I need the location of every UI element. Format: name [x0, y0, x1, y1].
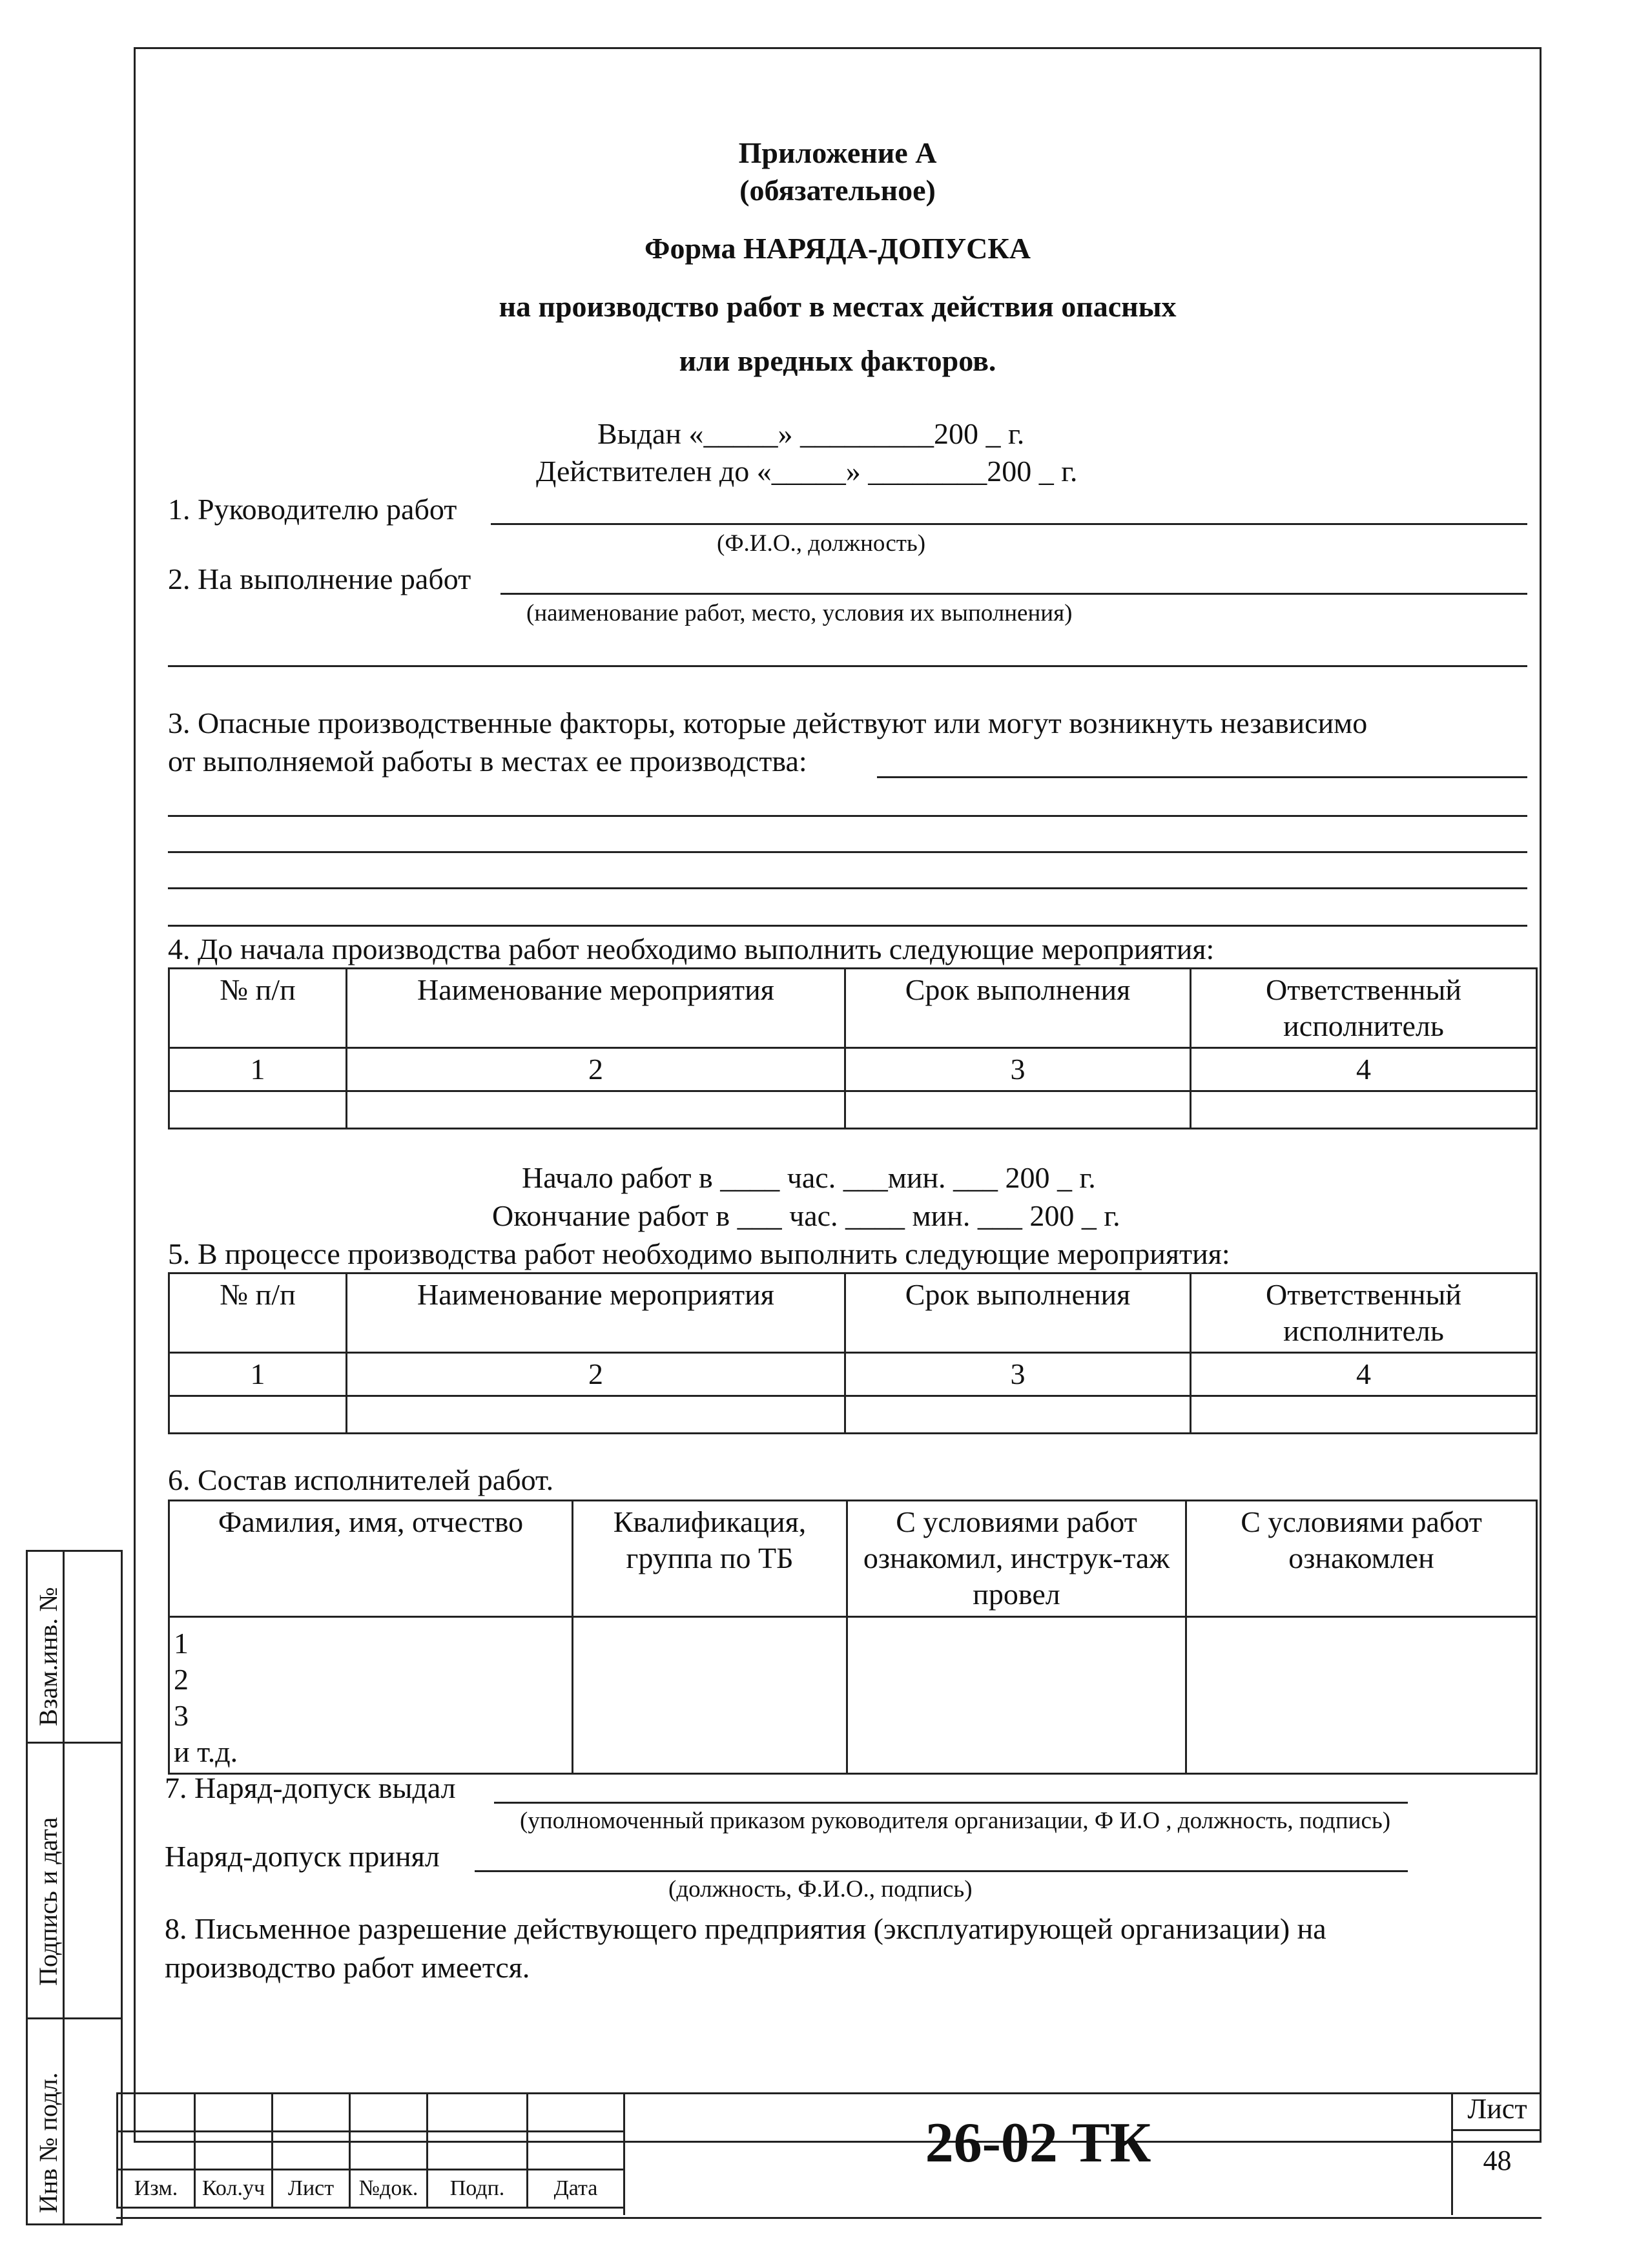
section3-blank-line-3 — [168, 887, 1527, 889]
section5-label: 5. В процессе производства работ необходимо выполнить следующие мероприятия: — [168, 1237, 1230, 1270]
column-number: 1 — [169, 1048, 347, 1091]
col-number-header: № п/п — [169, 969, 347, 1048]
column-number: 4 — [1191, 1353, 1537, 1396]
table-cell — [195, 2132, 273, 2170]
table-row — [169, 1353, 1537, 1396]
table-row — [169, 1048, 1537, 1091]
col-acknowledged-header: С условиями работ ознакомлен — [1186, 1501, 1537, 1617]
section7-issued-caption: (уполномоченный приказом руководителя организации, Ф И.О , должность, подпись) — [520, 1808, 1391, 1834]
section1-caption: (Ф.И.О., должность) — [717, 530, 926, 557]
work-start-time: Начало работ в ____ час. ___мин. ___ 200 _ г. — [522, 1161, 1096, 1194]
section3-field-line — [877, 776, 1527, 778]
section8-line1: 8. Письменное разрешение действующего предприятия (эксплуатирующей организации) на — [165, 1912, 1326, 1945]
col-briefed-by-header: С условиями работ ознакомил, инструк-таж провел — [847, 1501, 1186, 1617]
col-deadline-header: Срок выполнения — [845, 1273, 1191, 1353]
side-cell-orig-inv — [26, 2017, 65, 2225]
table-row — [169, 1396, 1537, 1434]
section3-blank-line-1 — [168, 815, 1527, 817]
side-cell-replace-inv — [26, 1550, 65, 1744]
row-number: 3 — [174, 1699, 189, 1732]
section1-field-line — [491, 523, 1527, 525]
table-header-row — [118, 2170, 624, 2208]
section2-label: 2. На выполнение работ — [168, 562, 471, 595]
column-number: 1 — [169, 1353, 347, 1396]
column-number: 3 — [845, 1048, 1191, 1091]
table-row — [169, 1091, 1537, 1129]
side-cell-blank — [63, 1550, 123, 1744]
table-row — [169, 1617, 1537, 1774]
table-row — [118, 2132, 624, 2170]
section7-issued-label: 7. Наряд-допуск выдал — [165, 1771, 456, 1804]
form-title: Форма НАРЯДА-ДОПУСКА — [645, 232, 1031, 265]
table-cell — [1191, 1091, 1537, 1129]
side-label-replace-inv: Взам.инв. № — [34, 1587, 63, 1726]
table-cell — [528, 2132, 624, 2170]
table-cell — [1191, 1396, 1537, 1434]
table-cell — [347, 1091, 845, 1129]
col-date-header: Дата — [528, 2170, 624, 2208]
form-subtitle-2: или вредных факторов. — [679, 344, 996, 377]
section5-table — [168, 1272, 1538, 1434]
table-row — [118, 2094, 624, 2132]
revision-table — [116, 2092, 625, 2209]
section6-table — [168, 1500, 1538, 1775]
section1-label: 1. Руководителю работ — [168, 493, 457, 526]
col-docnum-header: №док. — [350, 2170, 428, 2208]
table-cell — [845, 1091, 1191, 1129]
appendix-mandatory: (обязательное) — [739, 174, 936, 207]
section7-issued-line — [494, 1802, 1408, 1804]
form-subtitle-1: на производство работ в местах действия опасных — [499, 290, 1177, 323]
work-end-time: Окончание работ в ___ час. ____ мин. ___ 200 _ г. — [492, 1199, 1120, 1232]
column-number: 4 — [1191, 1048, 1537, 1091]
section2-caption: (наименование работ, место, условия их выполнения) — [526, 600, 1073, 626]
col-signature-header: Подп. — [428, 2170, 528, 2208]
section3-blank-line-4 — [168, 925, 1527, 927]
issued-date: Выдан «_____» _________200 _ г. — [597, 417, 1025, 450]
section2-field-line — [500, 593, 1527, 595]
row-number: 2 — [174, 1663, 189, 1696]
table-cell — [195, 2094, 273, 2132]
side-cell-blank — [63, 1742, 123, 2019]
table-cell — [169, 1091, 347, 1129]
section7-accepted-line — [475, 1870, 1408, 1872]
table-cell — [350, 2132, 428, 2170]
side-label-sign-date: Подпись и дата — [34, 1817, 63, 1986]
section3-blank-line-2 — [168, 851, 1527, 853]
table-cell — [350, 2094, 428, 2132]
section4-label: 4. До начала производства работ необходимо выполнить следующие мероприятия: — [168, 933, 1215, 965]
side-cell-sign-date — [26, 1742, 65, 2019]
col-responsible-header: Ответственный исполнитель — [1191, 1273, 1537, 1353]
section7-accepted-label: Наряд-допуск принял — [165, 1840, 440, 1873]
column-number: 3 — [845, 1353, 1191, 1396]
row-number: и т.д. — [174, 1735, 238, 1768]
row-numbers-cell — [169, 1617, 573, 1774]
col-measure-header: Наименование мероприятия — [347, 969, 845, 1048]
table-cell — [528, 2094, 624, 2132]
table-cell — [847, 1617, 1186, 1774]
table-cell — [573, 1617, 847, 1774]
table-cell — [845, 1396, 1191, 1434]
column-number: 2 — [347, 1048, 845, 1091]
sheet-label: Лист — [1453, 2092, 1542, 2131]
row-number: 1 — [174, 1627, 189, 1660]
column-number: 2 — [347, 1353, 845, 1396]
section7-accepted-caption: (должность, Ф.И.О., подпись) — [668, 1876, 973, 1902]
section6-label: 6. Состав исполнителей работ. — [168, 1463, 554, 1496]
col-change-header: Изм. — [118, 2170, 195, 2208]
col-measure-header: Наименование мероприятия — [347, 1273, 845, 1353]
section8-line2: производство работ имеется. — [165, 1951, 530, 1984]
section4-table — [168, 967, 1538, 1129]
section2-extra-line — [168, 665, 1527, 667]
document-code: 26-02 ТК — [925, 2112, 1151, 2174]
section3-line2: от выполняемой работы в местах ее производства: — [168, 745, 807, 778]
table-cell — [1186, 1617, 1537, 1774]
table-cell — [428, 2094, 528, 2132]
table-cell — [118, 2132, 195, 2170]
side-cell-blank — [63, 2017, 123, 2225]
valid-until-date: Действителен до «_____» ________200 _ г. — [536, 455, 1078, 488]
table-cell — [273, 2132, 350, 2170]
col-number-header: № п/п — [169, 1273, 347, 1353]
table-cell — [347, 1396, 845, 1434]
col-fullname-header: Фамилия, имя, отчество — [169, 1501, 573, 1617]
col-sheet-header: Лист — [273, 2170, 350, 2208]
col-deadline-header: Срок выполнения — [845, 969, 1191, 1048]
section3-line1: 3. Опасные производственные факторы, которые действуют или могут возникнуть независимо — [168, 706, 1368, 739]
table-header-row — [169, 1273, 1537, 1353]
col-qualification-header: Квалификация, группа по ТБ — [573, 1501, 847, 1617]
col-responsible-header: Ответственный исполнитель — [1191, 969, 1537, 1048]
col-count-header: Кол.уч — [195, 2170, 273, 2208]
table-cell — [273, 2094, 350, 2132]
sheet-number: 48 — [1483, 2145, 1512, 2176]
table-cell — [118, 2094, 195, 2132]
table-header-row — [169, 969, 1537, 1048]
side-label-orig-inv: Инв № подл. — [34, 2072, 63, 2213]
table-cell — [169, 1396, 347, 1434]
appendix-title: Приложение А — [738, 136, 937, 169]
table-cell — [428, 2132, 528, 2170]
table-header-row — [169, 1501, 1537, 1617]
